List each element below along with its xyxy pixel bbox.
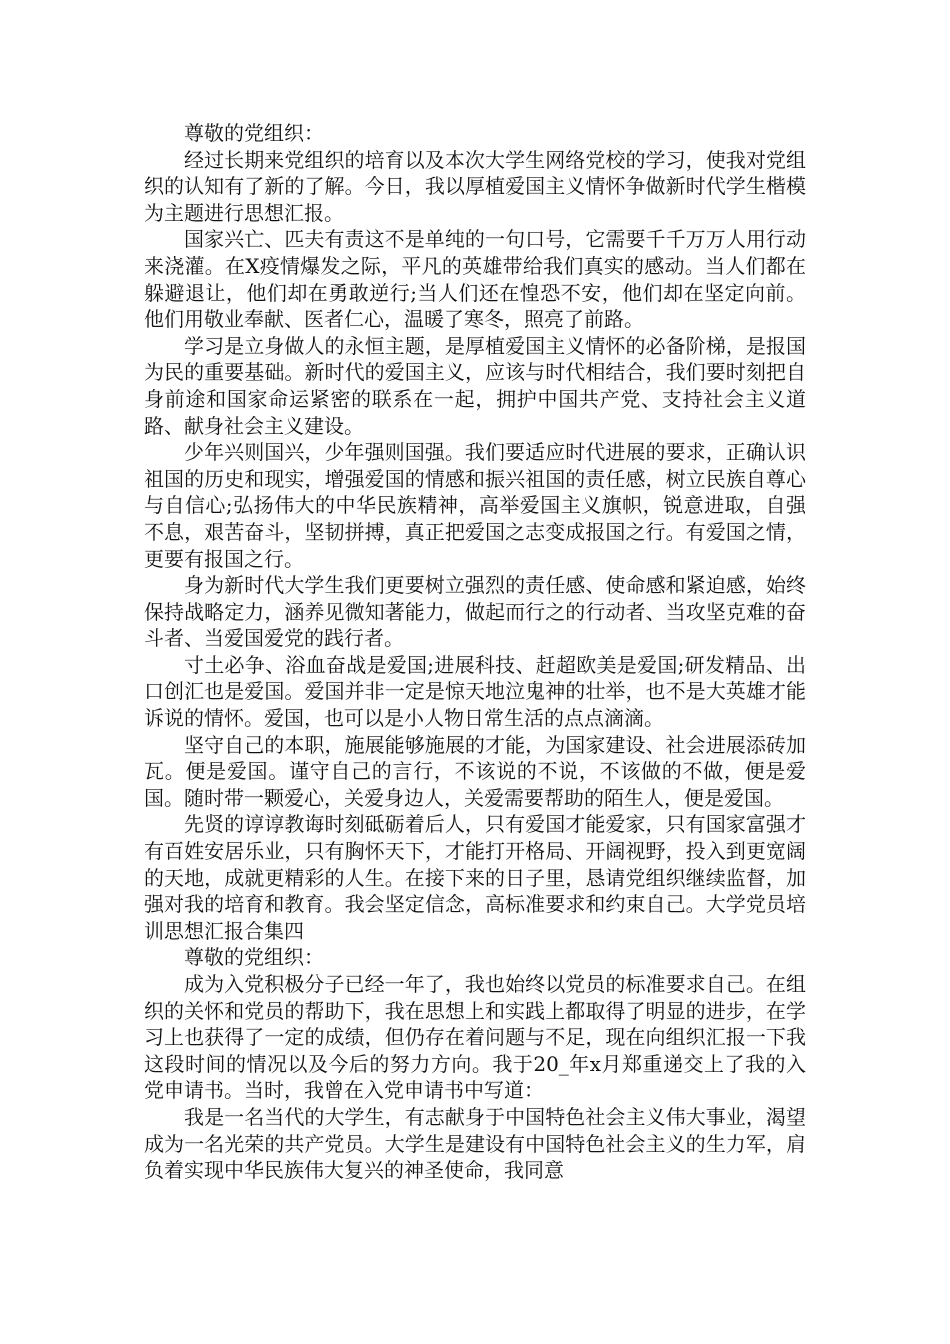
paragraph: 我是一名当代的大学生，有志献身于中国特色社会主义伟大事业，渴望成为一名光荣的共产党员。大学生是建设有中国特色社会主义的生力军，肩负着实现中华民族伟大复兴的神圣使命，我同意: [144, 1104, 806, 1183]
salutation: 尊敬的党组织：: [184, 121, 324, 145]
paragraph: 国家兴亡、匹夫有责这不是单纯的一句口号，它需要千千万万人用行动来浇灌。在X疫情爆发之际，平凡的英雄带给我们真实的感动。当人们都在躲避退让，他们却在勇敢逆行;当人们还在惶恐不安，他们却在坚定向前。他们用敬业奉献、医者仁心，温暖了寒冬，照亮了前路。: [144, 227, 806, 332]
paragraph: 坚守自己的本职，施展能够施展的才能，为国家建设、社会进展添砖加瓦。便是爱国。谨守自己的言行，不该说的不说，不该做的不做，便是爱国。随时带一颗爱心，关爱身边人，关爱需要帮助的陌生人，便是爱国。: [144, 732, 806, 810]
paragraph: 身为新时代大学生我们更要树立强烈的责任感、使命感和紧迫感，始终保持战略定力，涵养见微知著能力，做起而行之的行动者、当攻坚克难的奋斗者、当爱国爱党的践行者。: [144, 573, 806, 651]
paragraph: 成为入党积极分子已经一年了，我也始终以党员的标准要求自己。在组织的关怀和党员的帮助下，我在思想上和实践上都取得了明显的进步，在学习上也获得了一定的成绩，但仍存在着问题与不足，现在向组织汇报一下我这段时间的情况以及今后的努力方向。我于20_年x月郑重递交上了我的入党申请书。当时，我曾在入党申请书中写道：: [144, 972, 806, 1103]
paragraph: 少年兴则国兴，少年强则国强。我们要适应时代进展的要求，正确认识祖国的历史和现实，增强爱国的情感和振兴祖国的责任感，树立民族自尊心与自信心;弘扬伟大的中华民族精神，高举爱国主义旗帜，锐意进取，自强不息，艰苦奋斗，坚韧拼搏，真正把爱国之志变成报国之行。有爱国之情，更要有报国之行。: [144, 440, 806, 571]
paragraph: 寸土必争、浴血奋战是爱国;进展科技、赶超欧美是爱国;研发精品、出口创汇也是爱国。爱国并非一定是惊天地泣鬼神的壮举，也不是大英雄才能诉说的情怀。爱国，也可以是小人物日常生活的点点滴滴。: [144, 652, 806, 731]
paragraph: 先贤的谆谆教诲时刻砥砺着后人，只有爱国才能爱家，只有国家富强才有百姓安居乐业，只有胸怀天下，才能打开格局、开阔视野，投入到更宽阔的天地，成就更精彩的人生。在接下来的日子里，恳请党组织继续监督，加强对我的培育和教育。我会坚定信念，高标准要求和约束自己。大学党员培训思想汇报合集四: [144, 812, 806, 943]
salutation: 尊敬的党组织：: [184, 945, 324, 970]
paragraph: 经过长期来党组织的培育以及本次大学生网络党校的学习，使我对党组织的认知有了新的了解。今日，我以厚植爱国主义情怀争做新时代学生楷模为主题进行思想汇报。: [144, 147, 806, 225]
paragraph: 学习是立身做人的永恒主题，是厚植爱国主义情怀的必备阶梯，是报国为民的重要基础。新时代的爱国主义，应该与时代相结合，我们要时刻把自身前途和国家命运紧密的联系在一起，拥护中国共产党、支持社会主义道路、献身社会主义建设。: [144, 333, 806, 438]
document-body: [144, 120, 806, 1184]
